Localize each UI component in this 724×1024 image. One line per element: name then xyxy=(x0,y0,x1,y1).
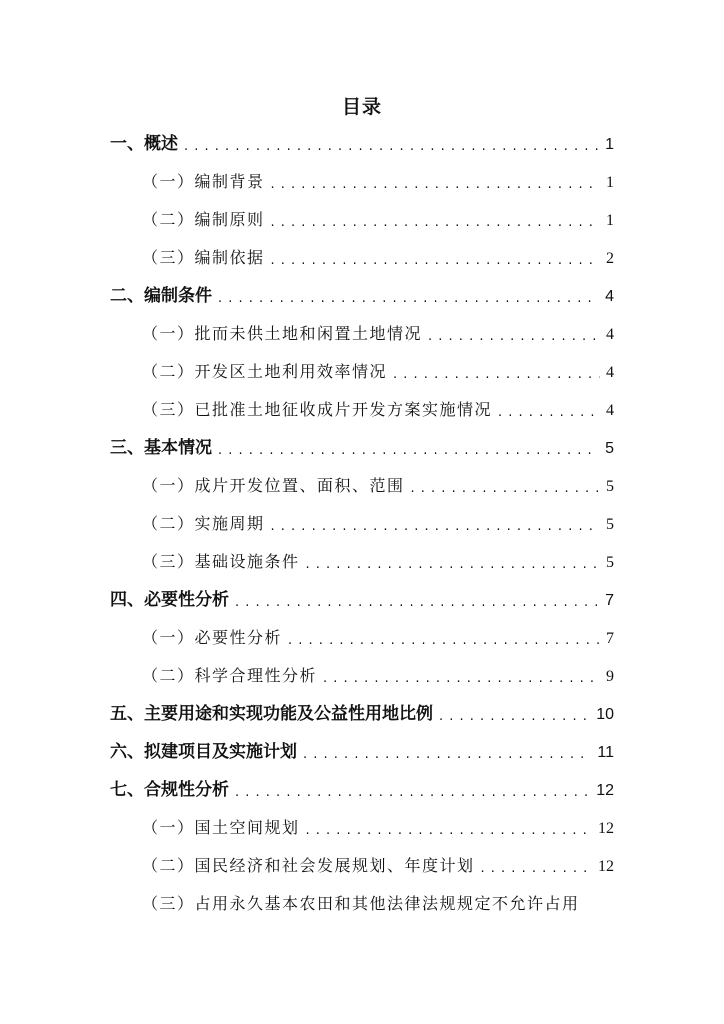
toc-entry-leader xyxy=(271,212,600,234)
toc-entry-page: 5 xyxy=(605,440,614,457)
toc-entry-page: 5 xyxy=(606,516,614,533)
toc-entry-label: （二）编制原则 xyxy=(142,210,265,229)
toc-entry-leader xyxy=(393,364,600,386)
toc-entry-page: 7 xyxy=(605,592,614,609)
toc-entry-leader xyxy=(498,402,600,424)
toc-entry-leader xyxy=(235,592,599,614)
toc-entry-label: （三）编制依据 xyxy=(142,248,265,267)
toc-entry-label: 七、合规性分析 xyxy=(110,780,229,800)
toc-entry[interactable] xyxy=(142,470,614,500)
toc-entry-page: 11 xyxy=(597,744,614,761)
toc-entry[interactable] xyxy=(142,546,614,576)
toc-entry[interactable] xyxy=(142,356,614,386)
toc-entry-page: 7 xyxy=(606,630,614,647)
toc-entry[interactable] xyxy=(110,432,614,462)
toc-entry-page: 10 xyxy=(596,706,614,723)
toc-entry-label: （二）国民经济和社会发展规划、年度计划 xyxy=(142,856,475,875)
toc-entry-page: 12 xyxy=(598,858,614,875)
toc-entry-leader xyxy=(428,326,600,348)
toc-entry[interactable] xyxy=(142,318,614,348)
toc-entry-page: 1 xyxy=(606,212,614,229)
toc-entry-page: 1 xyxy=(605,136,614,153)
toc-entry[interactable] xyxy=(110,584,614,614)
toc-title: 目录 xyxy=(341,96,382,118)
toc-entry-leader xyxy=(235,782,590,804)
toc-entry-label: 三、基本情况 xyxy=(110,438,212,458)
toc-entry-page: 4 xyxy=(606,402,614,419)
toc-entry-page: 4 xyxy=(606,326,614,343)
toc-entry-leader xyxy=(411,478,600,500)
toc-entry-label: （一）批而未供土地和闲置土地情况 xyxy=(142,324,423,343)
toc-entry-page: 12 xyxy=(598,820,614,837)
toc-entry-page: 2 xyxy=(606,250,614,267)
toc-entry-leader xyxy=(271,250,600,272)
toc-entry-label: （一）必要性分析 xyxy=(142,628,283,647)
toc-entry-leader xyxy=(306,820,592,842)
toc-entry[interactable] xyxy=(142,812,614,842)
toc-entry-label: （一）国土空间规划 xyxy=(142,818,300,837)
toc-entry[interactable] xyxy=(142,660,614,690)
toc-entry[interactable] xyxy=(110,774,614,804)
toc-entry-leader xyxy=(218,440,599,462)
toc-entry-leader xyxy=(288,630,600,652)
toc-entry-leader xyxy=(271,174,600,196)
toc-entry-label: 五、主要用途和实现功能及公益性用地比例 xyxy=(110,704,433,724)
toc-entry[interactable] xyxy=(110,128,614,158)
toc-entry-leader xyxy=(439,706,590,728)
toc-entry-label: 一、概述 xyxy=(110,134,178,154)
toc-entry-leader xyxy=(481,858,592,880)
toc-entry-page: 12 xyxy=(596,782,614,799)
toc-entry[interactable] xyxy=(142,850,614,880)
toc-entry-page: 4 xyxy=(606,364,614,381)
toc-entry[interactable] xyxy=(110,280,614,310)
toc-entry-leader xyxy=(306,554,600,576)
toc-entry-label: 二、编制条件 xyxy=(110,286,212,306)
toc-entry-label: 六、拟建项目及实施计划 xyxy=(110,742,297,762)
toc-entry[interactable] xyxy=(110,698,614,728)
toc-entry-label: （一）编制背景 xyxy=(142,172,265,191)
toc-entry-label: （二）科学合理性分析 xyxy=(142,666,318,685)
toc-entry-page: 4 xyxy=(605,288,614,305)
toc-entry-leader xyxy=(303,744,591,766)
toc-entry-leader xyxy=(218,288,599,310)
toc-entry-leader xyxy=(323,668,600,690)
toc-entry-leader xyxy=(271,516,600,538)
toc-entry-label: （三）已批准土地征收成片开发方案实施情况 xyxy=(142,400,493,419)
toc-entry-label: （二）开发区土地利用效率情况 xyxy=(142,362,388,381)
toc-entry[interactable] xyxy=(142,242,614,272)
toc-entry-label: 四、必要性分析 xyxy=(110,590,229,610)
toc-entry[interactable] xyxy=(142,508,614,538)
toc-entry-label: （三）占用永久基本农田和其他法律法规规定不允许占用 xyxy=(142,894,580,913)
toc-entry-page: 5 xyxy=(606,478,614,495)
toc-entry-label: （三）基础设施条件 xyxy=(142,552,300,571)
toc-entry[interactable] xyxy=(142,204,614,234)
toc-entry[interactable] xyxy=(110,736,614,766)
toc-entry[interactable] xyxy=(142,166,614,196)
toc-entry-leader xyxy=(184,136,599,158)
toc-entry-page: 1 xyxy=(606,174,614,191)
toc-entry-label: （二）实施周期 xyxy=(142,514,265,533)
toc-entry-label: （一）成片开发位置、面积、范围 xyxy=(142,476,405,495)
toc-entry-page: 5 xyxy=(606,554,614,571)
toc-entry[interactable] xyxy=(142,888,614,918)
toc-entry[interactable] xyxy=(142,394,614,424)
toc-entry-page: 9 xyxy=(606,668,614,685)
toc-entry[interactable] xyxy=(142,622,614,652)
